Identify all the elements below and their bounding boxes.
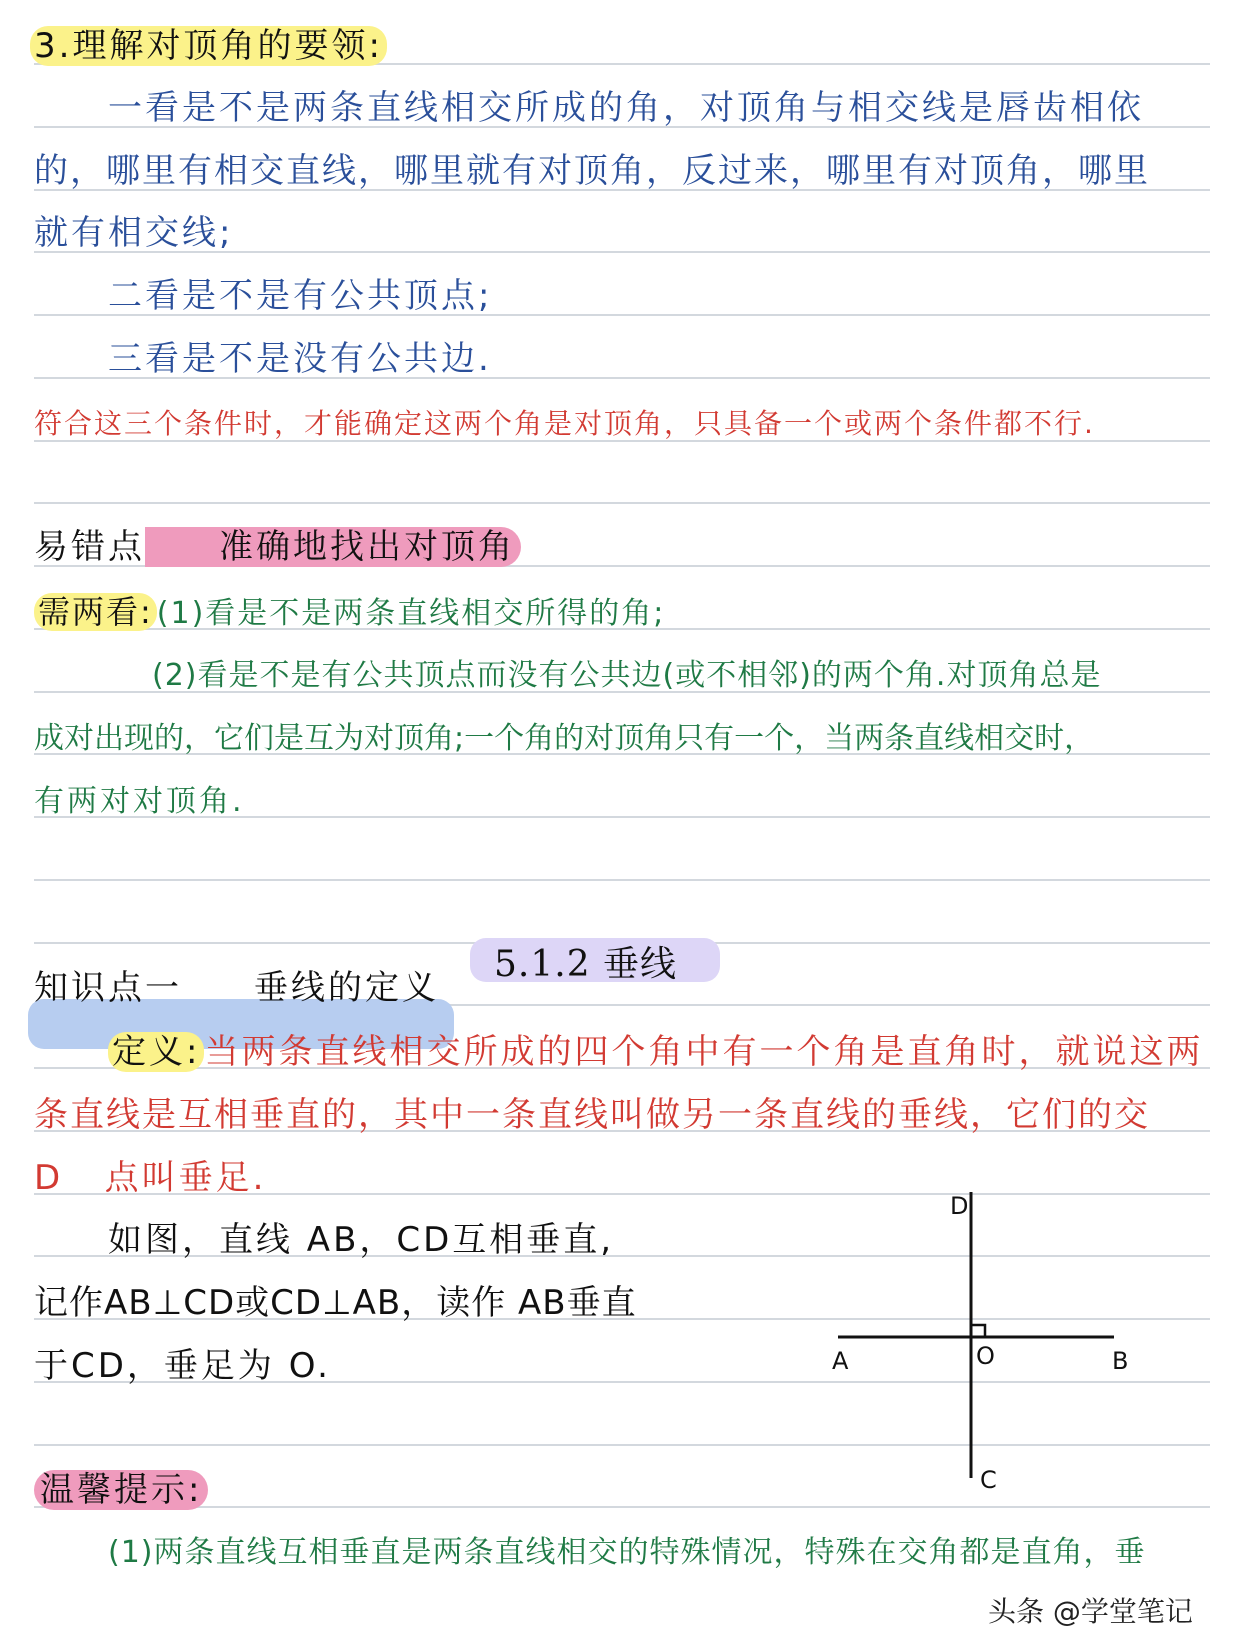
section3-point3: 三看是不是没有公共边.	[108, 339, 492, 379]
example-line3: 于CD，垂足为 O.	[34, 1346, 331, 1386]
tips-heading	[34, 1470, 208, 1510]
definition-label: 定义:	[108, 1032, 204, 1072]
heading-highlight: 3.理解对顶角的要领:	[30, 26, 387, 66]
example-line1: 如图，直线 AB，CD互相垂直,	[108, 1220, 615, 1260]
need-two-looks-label: 需两看:	[34, 593, 157, 631]
error-point-item2-line1: (2)看是不是有公共顶点而没有公共边(或不相邻)的两个角.对顶角总是	[152, 658, 1102, 693]
diagram-label-a: A	[832, 1347, 849, 1375]
section3-para1-line1: 一看是不是两条直线相交所成的角，对顶角与相交线是唇齿相依	[108, 88, 1144, 128]
tips-item1: (1)两条直线互相垂直是两条直线相交的特殊情况，特殊在交角都是直角，垂	[108, 1535, 1146, 1570]
example-line2: 记作AB⊥CD或CD⊥AB，读作 AB垂直	[34, 1283, 637, 1323]
definition-text-line1: 当两条直线相交所成的四个角中有一个角是直角时，就说这两	[204, 1032, 1204, 1072]
tips-label: 温馨提示:	[34, 1470, 208, 1510]
watermark: 头条 @学堂笔记	[988, 1595, 1193, 1628]
section3-para1-line2: 的，哪里有相交直线，哪里就有对顶角，反过来，哪里有对顶角，哪里	[34, 151, 1150, 191]
error-point-item2-line2: 成对出现的，它们是互为对顶角;一个角的对顶角只有一个，当两条直线相交时，	[34, 721, 1095, 756]
diagram-label-o: O	[976, 1342, 995, 1370]
section3-point2: 二看是不是有公共顶点;	[108, 276, 493, 316]
error-point-label: 易错点	[34, 527, 145, 567]
knowledge-point-label: 知识点一	[34, 968, 182, 1008]
diagram-label-b: B	[1112, 1347, 1129, 1375]
section-title: 5.1.2 垂线	[494, 944, 678, 985]
definition-line3: D 点叫垂足.	[34, 1158, 267, 1198]
section3-para1-line3: 就有相交线;	[34, 213, 234, 253]
error-point-title: 准确地找出对顶角	[219, 527, 515, 567]
error-point-item1: (1)看是不是两条直线相交所得的角;	[156, 596, 666, 631]
definition-line2: 条直线是互相垂直的，其中一条直线叫做另一条直线的垂线，它们的交	[34, 1095, 1150, 1135]
diagram-label-d: D	[950, 1192, 969, 1220]
section3-conclusion: 符合这三个条件时，才能确定这两个角是对顶角，只具备一个或两个条件都不行.	[34, 407, 1095, 440]
diagram-label-c: C	[980, 1466, 997, 1494]
knowledge-point-title: 垂线的定义	[254, 968, 439, 1008]
error-point-item2-line3: 有两对对顶角.	[34, 784, 245, 819]
